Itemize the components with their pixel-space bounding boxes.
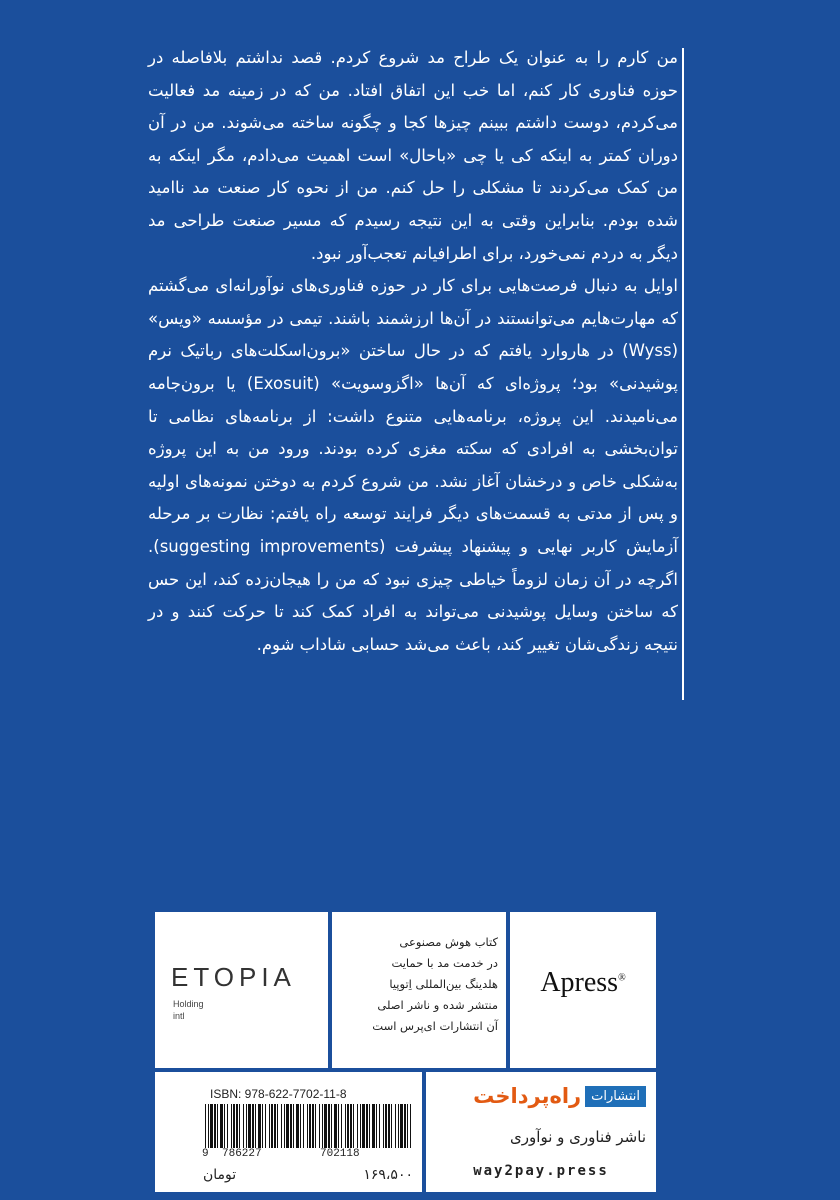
paragraph-2: اوایل به دنبال فرصت‌هایی برای کار در حوزه فناوری‌های نوآورانه‌ای می‌گشتم که مهارت‌هایم می‌توانستند در آن‌ها ارزشمند باشند. تیمی در مؤسسه «ویس» (Wyss) در هاروارد یافتم که در حال ساختن «برون‌اسکلت‌های رباتیک نرم پوشیدنی» بود؛ پروژه‌ای که آن‌ها «اگزوسویت» (Exosuit) یا برون‌جامه می‌نامیدند. این پروژه، برنامه‌هایی متنوع داشت: از برنامه‌های نظامی تا توان‌بخشی به افرادی که سکته مغزی کرده بودند. ورود من به این پروژه به‌شکلی خاص و درخشان آغاز نشد. من شروع کردم به دوختن نمونه‌های اولیه و پس از مدتی به قسمت‌های دیگر فرایند توسعه راه یافتم: نظارت بر مرحله آزمایش کاربر نهایی و پیشنهاد پیشرفت (suggesting improvements). اگرچه در آن زمان لزوماً خیاطی چیزی نبود که من را هیجان‌زده کند، این حس که ساختن وسایل پوشیدنی می‌تواند به افراد کمک کند تا حرکت کنند و در نتیجه زندگی‌شان تغییر کند، باعث می‌شد حسابی شاداب شوم. [148,276,678,654]
isbn-label: ISBN: 978-622-7702-11-8 [210,1087,347,1101]
price-value: ۱۶۹،۵۰۰ [363,1167,413,1183]
back-cover-text [148,42,678,661]
isbn-barcode-box [155,1072,422,1192]
paragraph-1: من کارم را به عنوان یک طراح مد شروع کردم. قصد نداشتم بلافاصله در حوزه فناوری کار کنم، اما خب این اتفاق افتاد. من که در زمینه مد فعالیت می‌کردم، دوست داشتم ببینم چیزها کجا و چگونه ساخته می‌شوند. من در آن دوران کمتر به اینکه کی یا چی «باحال» است اهمیت می‌دادم، مگر اینکه به من کمک می‌کردند تا مشکلی را حل کنم. من از نحوه کار صنعت مد ناامید شده بودم. بنابراین وقتی به این نتیجه رسیدم که مسیر صنعت طراحی مد دیگر به دردم نمی‌خورد، برای اطرافیانم تعجب‌آور نبود. [148,48,678,263]
etopia-logo: ETOPIA [171,962,296,992]
barcode-digit-first: 9 [202,1148,209,1160]
barcode-image [205,1104,411,1148]
notice-line: کتاب هوش مصنوعی [399,935,498,949]
price [203,1167,413,1183]
license-notice [340,932,498,1037]
publisher-logo [473,1084,646,1108]
etopia-subtitle: Holding intl [173,999,204,1021]
notice-line: آن انتشارات ای‌پرس است [372,1019,498,1033]
publisher-tagline: ناشر فناوری و نوآوری [510,1128,646,1146]
price-currency: تومان [203,1167,237,1183]
notice-line: هلدینگ بین‌المللی اِتوپیا [389,977,498,991]
apress-logo-box [510,912,656,1068]
notice-line: منتشر شده و ناشر اصلی [377,998,498,1012]
apress-logo: Apress® [540,967,626,998]
notice-line: در خدمت مد با حمایت [391,956,498,970]
publisher-box [426,1072,656,1192]
etopia-logo-box [155,912,328,1068]
barcode-digits-group-1: 786227 [222,1148,262,1160]
barcode-digits-group-2: 702118 [320,1148,360,1160]
text-margin-rule [682,48,684,700]
license-notice-box [332,912,506,1068]
publisher-url: way2pay.press [473,1163,609,1179]
publisher-name: راه‌پرداخت [473,1084,582,1108]
publisher-tag: انتشارات [585,1086,646,1107]
